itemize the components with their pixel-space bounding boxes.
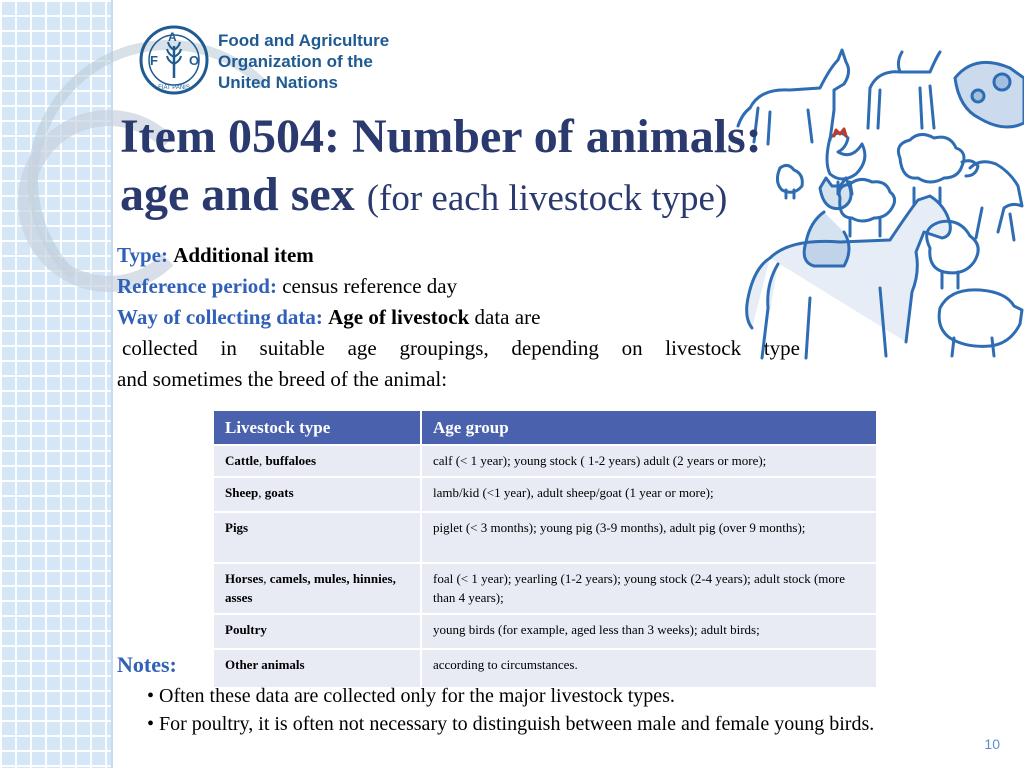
svg-text:A: A xyxy=(168,30,177,44)
type-name: Other animals xyxy=(225,657,305,672)
type-separator: , xyxy=(263,571,270,586)
svg-text:F: F xyxy=(150,53,158,68)
livestock-type-cell xyxy=(213,445,421,477)
type-name-extra: buffaloes xyxy=(265,453,316,468)
age-group-cell: according to circumstances. xyxy=(421,649,877,688)
svg-text:O: O xyxy=(189,53,200,68)
type-value: Additional item xyxy=(173,243,314,267)
reference-value: census reference day xyxy=(282,274,458,298)
collection-line-2 xyxy=(117,333,800,364)
age-group-cell: young birds (for example, aged less than 3 weeks); adult birds; xyxy=(421,614,877,649)
type-line xyxy=(117,240,800,271)
logo-line-1: Food and Agriculture xyxy=(218,31,390,50)
note-item: • Often these data are collected only for the major livestock types. xyxy=(147,685,675,707)
page-number: 10 xyxy=(984,736,1000,752)
type-separator: , xyxy=(258,453,266,468)
type-name: Sheep xyxy=(225,485,259,500)
type-name-extra: goats xyxy=(264,485,294,500)
type-name: Pigs xyxy=(225,520,249,535)
age-group-cell: calf (< 1 year); young stock ( 1-2 years) adult (2 years or more); xyxy=(421,445,877,477)
notes-heading: Notes: xyxy=(117,652,177,677)
collection-line-3: and sometimes the breed of the animal: xyxy=(117,367,448,391)
age-group-cell: foal (< 1 year); yearling (1-2 years); young stock (2-4 years); adult stock (more than 4 years); xyxy=(421,563,877,614)
fao-logo-icon xyxy=(138,24,210,96)
info-block xyxy=(117,240,800,395)
collection-label: Way of collecting data: xyxy=(117,305,323,329)
type-name: Cattle xyxy=(225,453,259,468)
dog-icon xyxy=(970,162,1022,240)
age-group-cell: lamb/kid (<1 year), adult sheep/goat (1 year or more); xyxy=(421,477,877,512)
title-subtitle: (for each livestock type) xyxy=(366,178,728,219)
note-item: • For poultry, it is often not necessary to distinguish between male and female young birds. xyxy=(147,713,875,735)
type-name: Horses xyxy=(225,571,264,586)
header-age-group: Age group xyxy=(421,410,877,445)
title-line-2 xyxy=(120,166,820,228)
livestock-type-cell xyxy=(213,512,421,563)
reference-line xyxy=(117,271,800,302)
livestock-type-cell xyxy=(213,614,421,649)
livestock-type-cell xyxy=(213,477,421,512)
page-title xyxy=(120,108,820,228)
table-row xyxy=(213,512,877,563)
collection-line xyxy=(117,302,800,333)
age-group-cell: piglet (< 3 months); young pig (3-9 months), adult pig (over 9 months); xyxy=(421,512,877,563)
title-main-2: age and sex xyxy=(120,168,355,221)
table-row xyxy=(213,614,877,649)
sheep-icon xyxy=(898,134,978,204)
cow-icon xyxy=(955,62,1024,127)
livestock-type-cell xyxy=(213,563,421,614)
table-row xyxy=(213,445,877,477)
logo-line-2: Organization of the xyxy=(218,52,373,71)
livestock-age-table xyxy=(212,409,878,689)
collection-bold: Age of livestock xyxy=(328,305,470,329)
collection-rest: data are xyxy=(474,305,541,329)
fao-logo xyxy=(138,24,388,96)
header-livestock-type: Livestock type xyxy=(213,410,421,445)
svg-text:FIAT PANIS: FIAT PANIS xyxy=(158,85,190,91)
table-header-row xyxy=(213,410,877,445)
collection-text-2: collected in suitable age groupings, depending on livestock type xyxy=(122,336,800,360)
goat-icon xyxy=(868,52,940,128)
table-row xyxy=(213,477,877,512)
type-label: Type: xyxy=(117,243,168,267)
type-name-extra: camels, mules, hinnies, asses xyxy=(225,571,396,605)
table-row xyxy=(213,563,877,614)
notes-list xyxy=(147,682,874,738)
type-separator: , xyxy=(258,485,265,500)
type-name: Poultry xyxy=(225,622,267,637)
title-line-1: Item 0504: Number of animals: xyxy=(120,110,762,163)
fao-logo-text xyxy=(218,30,389,93)
pig-icon xyxy=(939,290,1022,356)
reference-label: Reference period: xyxy=(117,274,277,298)
logo-line-3: United Nations xyxy=(218,73,338,92)
